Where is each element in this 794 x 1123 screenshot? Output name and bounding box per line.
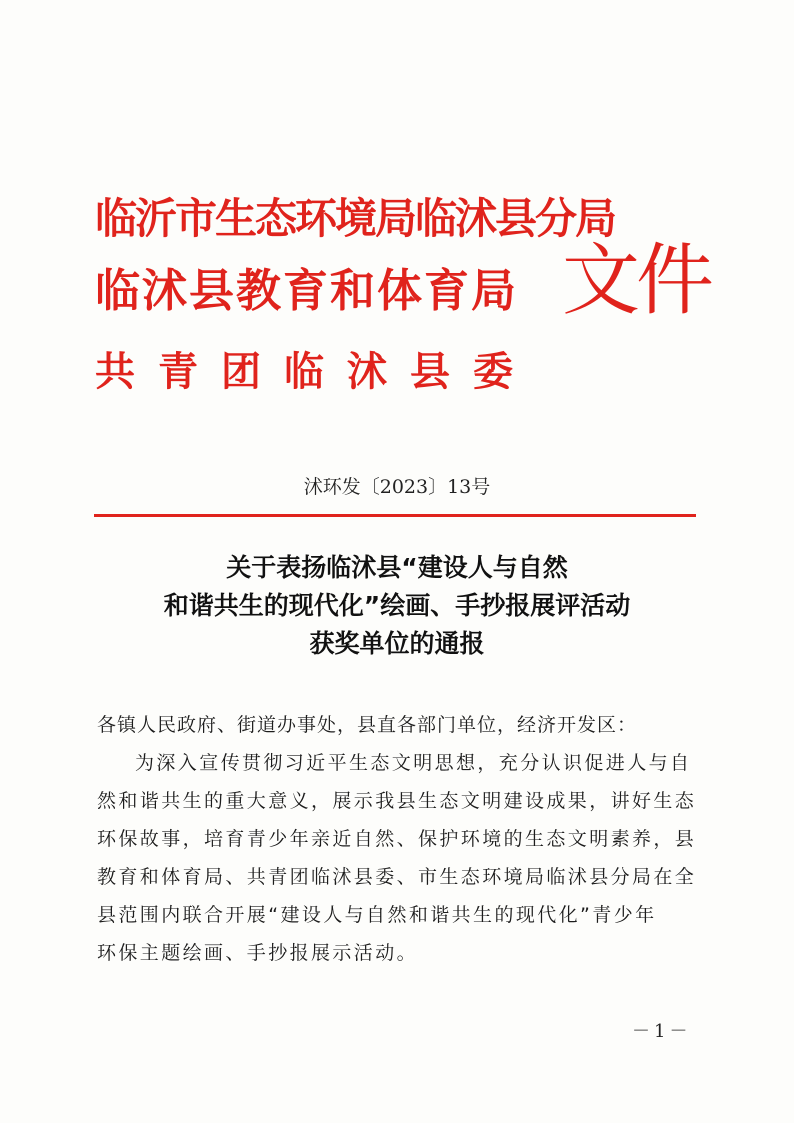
issuing-org-1: 临沂市生态环境局临沭县分局 xyxy=(95,194,616,243)
issuing-org-2: 临沭县教育和体育局 xyxy=(95,264,519,317)
title-line: 关于表扬临沭县“建设人与自然 xyxy=(226,553,568,582)
body-paragraph xyxy=(97,744,701,972)
paragraph-line: 为深入宣传贯彻习近平生态文明思想，充分认识促进人与自 xyxy=(135,752,692,774)
document-type-label: 文件 xyxy=(562,236,711,326)
paragraph-line: 教育和体育局、共青团临沭县委、市生态环境局临沭县分局在全 xyxy=(97,866,697,888)
document-body xyxy=(97,706,701,972)
title-line: 和谐共生的现代化”绘画、手抄报展评活动 xyxy=(163,591,631,620)
paragraph-line: 环保主题绘画、手抄报展示活动。 xyxy=(97,942,419,964)
paragraph-line: 环保故事，培育青少年亲近自然、保护环境的生态文明素养，县 xyxy=(97,828,697,850)
salutation: 各镇人民政府、街道办事处，县直各部门单位，经济开发区： xyxy=(97,714,638,736)
document-title xyxy=(0,549,794,663)
page-number: －1－ xyxy=(632,1021,692,1042)
red-divider-line xyxy=(94,514,696,517)
issuing-org-3: 共青团临沭县委 xyxy=(95,349,536,395)
paragraph-line: 县范围内联合开展“建设人与自然和谐共生的现代化”青少年 xyxy=(97,904,657,926)
red-masthead xyxy=(0,0,794,420)
title-line: 获奖单位的通报 xyxy=(309,629,485,658)
paragraph-line: 然和谐共生的重大意义，展示我县生态文明建设成果，讲好生态 xyxy=(97,790,697,812)
document-number: 沭环发〔2023〕13号 xyxy=(303,476,491,498)
